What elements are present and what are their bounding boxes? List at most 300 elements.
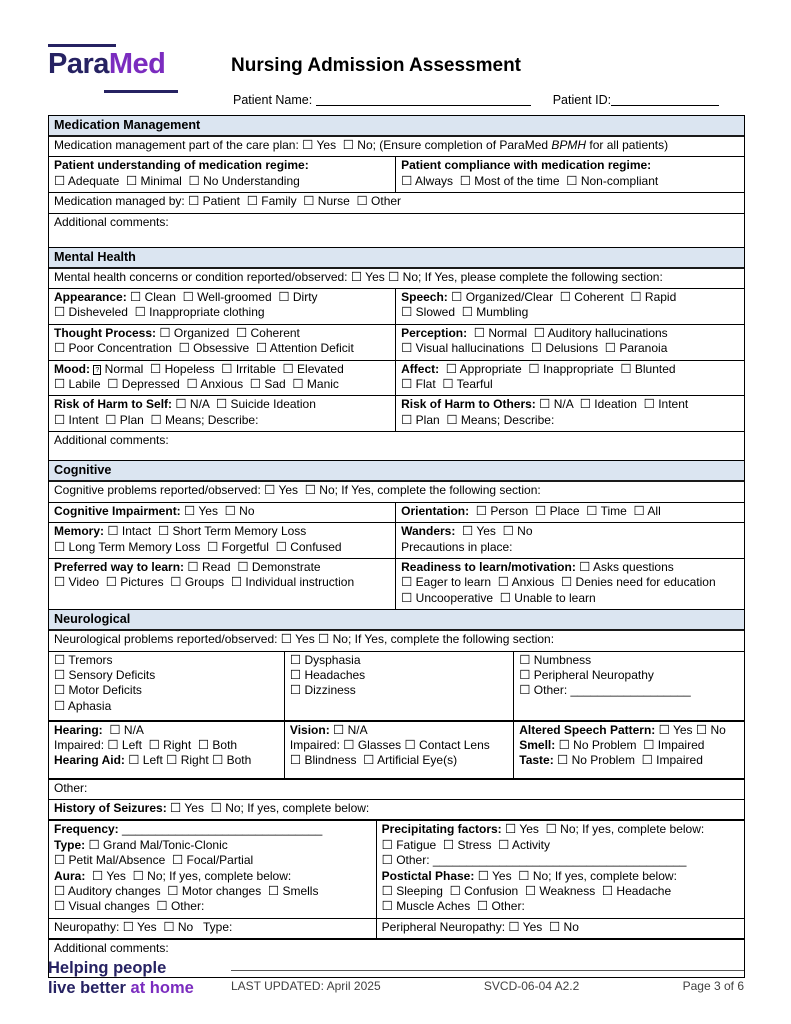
checkbox[interactable]: ☐ — [476, 899, 489, 914]
checkbox[interactable]: ☐ — [505, 822, 517, 837]
text-segment: Obsessive — [189, 341, 256, 356]
checkbox[interactable]: ☐ — [658, 722, 670, 737]
checkbox[interactable]: ☐ — [54, 539, 66, 554]
checkbox[interactable]: ☐ — [508, 919, 520, 934]
text-segment: Suicide Ideation — [227, 397, 316, 412]
form-row — [49, 269, 744, 288]
checkbox[interactable]: ☐ — [187, 559, 199, 574]
checkbox[interactable]: ☐ — [473, 325, 486, 340]
text-segment: Place — [546, 503, 587, 518]
text-segment: Other: ______________________________________ — [392, 853, 687, 868]
text-segment: Preferred way to learn: — [54, 559, 185, 574]
text-segment: Dysphasia — [301, 652, 361, 667]
text-segment: Precautions in place: — [401, 539, 513, 554]
checkbox[interactable]: ☐ — [186, 377, 198, 392]
checkbox[interactable]: ☐ — [54, 683, 66, 698]
checkbox[interactable]: ☐ — [264, 483, 276, 498]
checkbox[interactable]: ☐ — [184, 503, 196, 518]
text-segment: Family — [257, 194, 304, 209]
checkbox[interactable]: ☐ — [519, 667, 531, 682]
form-line — [54, 433, 741, 448]
checkbox[interactable]: ☐ — [401, 575, 413, 590]
form-line — [54, 822, 373, 837]
checkbox[interactable]: ☐ — [303, 194, 315, 209]
text-segment: Hearing: — [54, 722, 103, 737]
checkbox[interactable]: ☐ — [401, 305, 413, 320]
text-segment: Yes — [362, 269, 389, 284]
text-segment: Organized/Clear — [462, 290, 560, 305]
text-segment — [439, 362, 446, 376]
checkbox[interactable]: ☐ — [267, 883, 280, 898]
form-line — [519, 653, 741, 668]
text-segment: Altered Speech Pattern: — [519, 722, 656, 737]
checkbox[interactable]: ☐ — [356, 194, 368, 209]
checkbox[interactable]: ☐ — [442, 837, 455, 852]
checkbox[interactable]: ☐ — [518, 868, 530, 883]
checkbox[interactable]: ☐ — [289, 683, 302, 698]
form-cell — [49, 503, 395, 522]
text-segment: Risk of Harm to Self: — [54, 397, 173, 412]
checkbox[interactable]: ☐ — [524, 883, 537, 898]
checkbox[interactable]: ☐ — [560, 575, 573, 590]
form-cell — [284, 722, 513, 778]
checkbox[interactable]: ☐ — [109, 722, 121, 737]
checkbox[interactable]: ☐ — [401, 412, 413, 427]
checkbox[interactable]: ☐ — [333, 722, 345, 737]
text-segment: Hopeless — [161, 361, 222, 376]
checkbox[interactable]: ☐ — [130, 290, 142, 305]
checkbox[interactable]: ☐ — [150, 361, 162, 376]
form-line — [54, 215, 741, 230]
form-line — [290, 753, 510, 768]
checkbox[interactable]: ☐ — [557, 753, 569, 768]
checkbox[interactable]: ☐ — [459, 173, 471, 188]
text-segment: Manic — [303, 377, 339, 392]
checkbox[interactable]: ☐ — [88, 837, 100, 852]
checkbox[interactable]: ☐ — [381, 853, 393, 868]
text-segment: Irritable — [232, 361, 283, 376]
checkbox[interactable]: ☐ — [54, 377, 66, 392]
section-neurological — [48, 610, 745, 978]
text-segment: Yes — [133, 919, 164, 934]
text-segment: Smells — [279, 883, 319, 898]
checkbox[interactable]: ☐ — [462, 524, 474, 539]
checkbox[interactable]: ☐ — [197, 737, 210, 752]
checkbox[interactable]: ☐ — [134, 305, 146, 320]
form-cell — [49, 523, 395, 558]
form-row — [49, 395, 744, 431]
checkbox[interactable]: ☐ — [401, 377, 413, 392]
text-segment: Dirty — [289, 290, 318, 305]
checkbox[interactable]: ☐ — [182, 290, 194, 305]
tagline-line2-navy: live better — [48, 978, 131, 997]
patient-id-label: Patient ID: — [552, 93, 612, 107]
checkbox[interactable]: ☐ — [579, 559, 591, 574]
text-segment: Smell: — [519, 737, 556, 752]
checkbox[interactable]: ☐ — [289, 667, 302, 682]
text-segment: No; If Yes, complete the following section: — [329, 632, 555, 647]
text-segment — [85, 869, 92, 883]
checkbox[interactable]: ☐ — [178, 341, 190, 356]
checkbox[interactable]: ☐ — [246, 194, 258, 209]
checkbox[interactable]: ☐ — [255, 341, 268, 356]
text-segment: Focal/Partial — [183, 853, 254, 868]
form-line — [401, 377, 741, 392]
text-segment: Sad — [260, 377, 293, 392]
checkbox[interactable]: ☐ — [230, 575, 243, 590]
checkbox[interactable]: ☐ — [643, 737, 655, 752]
form-line — [290, 683, 510, 698]
footer-meta — [231, 979, 744, 993]
form-cell — [49, 137, 744, 156]
form-line — [54, 575, 392, 590]
checkbox[interactable]: ☐ — [107, 524, 119, 539]
checkbox[interactable]: ☐ — [381, 837, 393, 852]
checkbox[interactable]: ☐ — [289, 753, 302, 768]
text-segment: Right — [159, 737, 198, 752]
checkbox[interactable]: ☐ — [533, 325, 545, 340]
checkbox[interactable]: ☐ — [586, 503, 598, 518]
text-segment: Impaired — [654, 737, 705, 752]
text-segment — [469, 504, 476, 518]
text-segment: Grand Mal/Tonic-Clonic — [99, 837, 228, 852]
checkbox[interactable]: ☐ — [630, 290, 642, 305]
checkbox[interactable]: ☐ — [282, 361, 294, 376]
checkbox[interactable]: ☐ — [304, 483, 316, 498]
text-segment: Clean — [141, 290, 183, 305]
checkbox[interactable]: ☐ — [475, 503, 487, 518]
form-cell — [395, 523, 744, 558]
text-segment: Yes — [519, 919, 549, 934]
footer-divider — [231, 970, 744, 971]
checkbox[interactable]: ☐ — [633, 503, 645, 518]
checkbox[interactable]: ☐ — [249, 377, 261, 392]
form-cell — [49, 919, 376, 938]
form-line — [54, 699, 281, 714]
checkbox[interactable]: ☐ — [502, 524, 514, 539]
document-code: SVCD-06-04 A2.2 — [483, 979, 580, 993]
checkbox[interactable]: ☐ — [451, 290, 463, 305]
text-segment: Rapid — [641, 290, 677, 305]
form-line — [382, 869, 741, 884]
checkbox[interactable]: ☐ — [166, 753, 178, 768]
checkbox[interactable]: ☐ — [620, 361, 632, 376]
checkbox[interactable]: ☐ — [92, 868, 104, 883]
section-header-medication-management: Medication Management — [49, 116, 744, 137]
text-segment: Blunted — [631, 361, 676, 376]
text-segment: Neuropathy: — [54, 919, 123, 934]
checkbox[interactable]: ☐ — [519, 652, 531, 667]
form-row — [49, 799, 744, 819]
checkbox[interactable]: ☐ — [519, 683, 531, 698]
text-segment: Visual changes — [65, 899, 157, 914]
checkbox[interactable]: ☐ — [643, 397, 655, 412]
checkbox[interactable]: ☐ — [224, 503, 236, 518]
checkbox[interactable]: ☐ — [215, 397, 228, 412]
form-line — [54, 632, 741, 647]
checkbox[interactable]: ☐ — [163, 919, 175, 934]
text-segment: Additional comments: — [54, 941, 169, 956]
checkbox[interactable]: ☐ — [54, 412, 66, 427]
checkbox[interactable]: ☐ — [54, 899, 66, 914]
text-segment: Frequency: — [54, 822, 119, 837]
form-line — [290, 653, 510, 668]
checkbox[interactable]: ☐ — [401, 590, 413, 605]
checkbox[interactable]: ☐ — [695, 722, 708, 737]
text-segment: Additional comments: — [54, 433, 169, 448]
form-line — [401, 540, 741, 555]
form-line — [401, 174, 741, 189]
text-segment: Adequate — [65, 173, 126, 188]
text-segment: Blindness — [301, 753, 364, 768]
checkbox[interactable]: ☐ — [548, 919, 561, 934]
checkbox[interactable]: ☐ — [381, 899, 393, 914]
text-segment: Motor changes — [178, 883, 268, 898]
checkbox[interactable]: ☐ — [235, 325, 248, 340]
checkbox[interactable]: ☐ — [381, 883, 393, 898]
form-line — [382, 920, 741, 935]
checkbox[interactable]: ☐ — [54, 667, 66, 682]
checkbox[interactable]: ☐ — [54, 698, 66, 713]
checkbox[interactable]: ☐ — [54, 341, 66, 356]
checkbox[interactable]: ☐ — [401, 341, 413, 356]
checkbox[interactable]: ☐ — [54, 853, 66, 868]
checkbox[interactable]: ☐ — [601, 883, 614, 898]
form-line — [54, 377, 392, 392]
checkbox[interactable]: ☐ — [107, 737, 119, 752]
checkbox[interactable]: ☐ — [122, 919, 134, 934]
text-segment: Intact — [118, 524, 158, 539]
checkbox[interactable]: ☐ — [318, 632, 330, 647]
text-segment: Headache — [613, 883, 672, 898]
form-line — [54, 524, 392, 539]
text-segment: Yes — [473, 524, 503, 539]
text-segment: Yes — [669, 722, 696, 737]
text-segment — [467, 326, 474, 340]
text-segment: Affect: — [401, 361, 440, 376]
patient-id-field[interactable] — [611, 93, 719, 106]
checkbox[interactable]: ☐ — [343, 737, 355, 752]
checkbox[interactable]: ☐ — [497, 575, 509, 590]
checkbox[interactable]: ☐ — [363, 753, 375, 768]
text-segment: Cognitive Impairment: — [54, 503, 181, 518]
checkbox[interactable]: ☐ — [237, 559, 249, 574]
form-line — [401, 290, 741, 305]
checkbox[interactable]: ☐ — [171, 853, 184, 868]
patient-name-field[interactable] — [316, 93, 531, 106]
form-row — [49, 360, 744, 396]
checkbox[interactable]: ☐ — [170, 575, 182, 590]
checkbox[interactable]: ☐ — [156, 899, 168, 914]
checkbox[interactable]: ☐ — [404, 737, 416, 752]
text-segment: N/A — [344, 722, 368, 737]
text-segment: Eager to learn — [412, 575, 498, 590]
text-segment: No; If Yes, please complete the following section: — [399, 269, 663, 284]
checkbox[interactable]: ☐ — [289, 652, 302, 667]
checkbox[interactable]: ☐ — [132, 868, 144, 883]
page-title: Nursing Admission Assessment — [231, 55, 522, 76]
checkbox[interactable]: ☐ — [54, 305, 66, 320]
checkbox[interactable]: ☐ — [535, 503, 547, 518]
checkbox[interactable]: ☐ — [159, 325, 171, 340]
text-segment: Orientation: — [401, 503, 470, 518]
checkbox[interactable]: ☐ — [157, 524, 170, 539]
form-line — [54, 801, 741, 816]
text-segment: Means; Describe: — [161, 412, 259, 427]
checkbox[interactable]: ☐ — [188, 173, 200, 188]
form-line — [54, 683, 281, 698]
checkbox[interactable]: ☐ — [128, 753, 140, 768]
checkbox[interactable]: ☐ — [558, 737, 570, 752]
form-line — [54, 290, 392, 305]
form-line — [401, 326, 741, 341]
checkbox[interactable]: ☐ — [125, 173, 138, 188]
text-segment: Confusion — [460, 883, 525, 898]
form-row — [49, 156, 744, 192]
checkbox[interactable]: ☐ — [148, 737, 160, 752]
form-line — [401, 413, 741, 428]
form-cell — [395, 361, 744, 396]
form-cell — [49, 780, 744, 799]
form-row — [49, 502, 744, 522]
checkbox[interactable]: ☐ — [54, 575, 66, 590]
text-segment: Coherent — [570, 290, 631, 305]
form-line — [401, 305, 741, 320]
text-segment: Uncooperative — [412, 590, 500, 605]
checkbox[interactable]: ☐ — [350, 269, 363, 284]
checkbox[interactable]: ☐ — [105, 575, 117, 590]
form-cell — [49, 396, 395, 431]
checkbox[interactable]: ☐ — [442, 377, 454, 392]
text-segment: Glasses — [354, 737, 405, 752]
form-line — [54, 723, 281, 738]
checkbox[interactable]: ☐ — [604, 341, 616, 356]
checkbox[interactable]: ☐ — [54, 883, 66, 898]
checkbox[interactable]: ☐ — [499, 590, 511, 605]
text-segment: Mumbling — [472, 305, 529, 320]
text-segment: Both — [209, 737, 238, 752]
logo-text-para: Para — [48, 48, 109, 80]
form-line — [54, 560, 392, 575]
checkbox[interactable]: ☐ — [275, 539, 287, 554]
text-segment: Headaches — [301, 667, 366, 682]
text-segment: Stress — [454, 837, 499, 852]
form-line — [401, 362, 741, 377]
checkbox[interactable]: ☐ — [498, 837, 510, 852]
section-medication-management — [48, 115, 745, 248]
form-line — [382, 899, 741, 914]
form-cell — [395, 157, 744, 192]
form-line — [54, 920, 373, 935]
text-segment: N/A — [186, 397, 216, 412]
form-line — [290, 738, 510, 753]
text-segment: Precipitating factors: — [381, 822, 502, 837]
checkbox[interactable]: ☐ — [207, 539, 219, 554]
text-segment: Asks questions — [590, 559, 674, 574]
checkbox[interactable]: ☐ — [477, 868, 489, 883]
text-segment: Perception: — [401, 325, 468, 340]
checkbox[interactable]: ☐ — [545, 822, 557, 837]
checkbox[interactable]: ☐ — [449, 883, 461, 898]
checkbox[interactable]: ☐ — [342, 138, 354, 152]
checkbox[interactable]: ☐ — [221, 361, 233, 376]
text-segment: Other — [367, 194, 402, 209]
form-line — [54, 270, 741, 285]
checkbox[interactable]: ☐ — [539, 397, 551, 412]
form-line — [401, 575, 741, 590]
form-line — [54, 653, 281, 668]
form-line — [54, 753, 281, 768]
checkbox[interactable]: ☐ — [446, 412, 458, 427]
checkbox[interactable]: ☐ — [579, 397, 591, 412]
text-segment: Taste: — [519, 753, 554, 768]
checkbox[interactable]: ☐ — [175, 397, 187, 412]
text-segment: Thought Process: — [54, 325, 157, 340]
text-segment: for all patients) — [586, 138, 669, 152]
form-row — [49, 137, 744, 156]
text-segment: Long Term Memory Loss — [65, 539, 208, 554]
checkbox[interactable]: ☐ — [559, 290, 571, 305]
text-segment: Memory: — [54, 524, 105, 539]
checkbox[interactable]: ☐ — [54, 173, 66, 188]
text-segment: Forgetful — [218, 539, 276, 554]
form-row — [49, 482, 744, 501]
checkbox[interactable]: ☐ — [212, 753, 224, 768]
form-line — [54, 884, 373, 899]
checkbox[interactable]: ☐ — [105, 412, 117, 427]
form-cell — [49, 325, 395, 360]
checkbox[interactable]: ☐ — [461, 305, 473, 320]
checkbox[interactable]: ☐ — [170, 800, 182, 815]
checkbox[interactable]: ☐ — [445, 361, 457, 376]
checkbox[interactable]: ☐ — [188, 194, 200, 209]
form-cell — [49, 432, 744, 460]
form-cell — [49, 214, 744, 247]
checkbox[interactable]: ☐ — [528, 361, 540, 376]
form-line — [290, 723, 510, 738]
checkbox[interactable]: ☐ — [641, 753, 653, 768]
form-cell — [376, 821, 744, 917]
checkbox[interactable]: ☐ — [302, 138, 314, 152]
checkbox[interactable]: ☐ — [278, 290, 290, 305]
checkbox[interactable]: ☐ — [150, 412, 162, 427]
form-line — [54, 540, 392, 555]
form-line — [382, 853, 741, 868]
text-segment: Peripheral Neuropathy — [530, 667, 654, 682]
form-row — [49, 778, 744, 799]
checkbox[interactable]: ☐ — [388, 269, 400, 284]
checkbox[interactable]: ☐ — [401, 173, 413, 188]
checkbox[interactable]: ☐ — [167, 883, 179, 898]
checkbox[interactable]: ☐ — [210, 800, 222, 815]
text-segment: Well-groomed — [193, 290, 279, 305]
checkbox[interactable]: ☐ — [530, 341, 543, 356]
checkbox[interactable]: ☐ — [54, 652, 66, 667]
checkbox[interactable]: ☐ — [280, 632, 293, 647]
form-cell — [395, 325, 744, 360]
text-segment: Short Term Memory Loss — [169, 524, 307, 539]
checkbox[interactable]: ☐ — [566, 173, 578, 188]
form-line — [382, 822, 741, 837]
form-row — [49, 213, 744, 247]
text-segment: Other: __________________ — [530, 683, 691, 698]
checkbox[interactable]: ☐ — [107, 377, 119, 392]
text-segment: N/A — [550, 397, 580, 412]
text-segment: Type: — [54, 837, 86, 852]
checkbox[interactable]: ☐ — [292, 377, 304, 392]
unknown-glyph-checkbox[interactable]: ? — [93, 365, 101, 375]
text-segment: Inappropriate clothing — [145, 305, 265, 320]
